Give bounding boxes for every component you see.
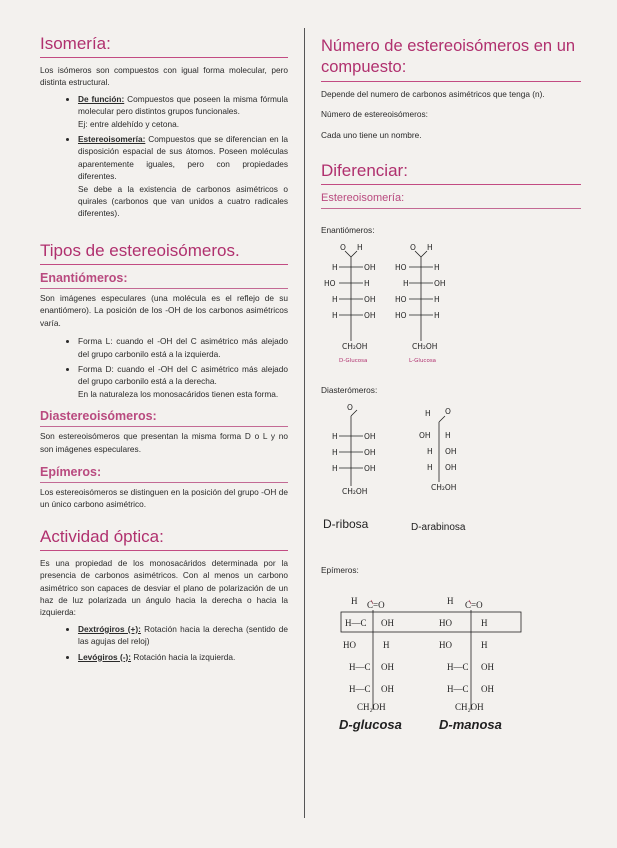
left-column [40, 0, 288, 666]
svg-text:H: H [383, 640, 390, 651]
diastereo-subtitle: Diastereoisómeros: [40, 409, 157, 424]
numero-title: Número de estereoisómeros en un compuesto: [321, 37, 576, 76]
epimeros-label: Epímeros: [321, 565, 359, 576]
svg-text:OH: OH [364, 432, 376, 442]
svg-text:OH: OH [381, 662, 394, 673]
svg-text:CH₂OH: CH₂OH [431, 483, 457, 493]
svg-text:CH₂OH: CH₂OH [412, 341, 438, 351]
l-glucosa-caption: L-Glucosa [409, 357, 437, 364]
svg-text:H: H [434, 262, 440, 272]
diastereomeros-label: Diasterómeros: [321, 384, 378, 395]
svg-text:O: O [410, 242, 416, 252]
svg-text:OH: OH [445, 447, 457, 457]
svg-text:H: H [427, 447, 433, 457]
estereoisomeria-subtitle: Estereoisomería: [321, 192, 405, 205]
svg-text:HO: HO [324, 278, 336, 288]
svg-text:O: O [340, 242, 346, 252]
svg-text:H: H [364, 278, 370, 288]
svg-text:OH: OH [434, 278, 446, 288]
list-item: • Estereoisomería: Compuestos que se diferencian en la disposición espacial de sus átomos. Poseen moléculas aparentemente iguales, pero con propiedades diferentes. Se debe a la existencia de carbonos asimétricos o quirales (carbonos que van unidos a cuatro radicales diferentes). [78, 133, 288, 220]
title-rule [40, 264, 288, 265]
tipos-title: Tipos de estereoisómeros. [40, 240, 240, 260]
svg-text:OH: OH [381, 618, 394, 629]
svg-text:CH₂OH: CH₂OH [342, 487, 368, 497]
svg-text:HO: HO [439, 618, 452, 629]
numero-line-1: Depende del numero de carbonos asimétricos que tenga (n). [321, 89, 545, 99]
svg-text:OH: OH [381, 684, 394, 695]
svg-text:H: H [357, 242, 363, 252]
isomeria-list [40, 93, 288, 220]
svg-text:H: H [427, 463, 433, 473]
enantiomeros-label: Enantiómeros: [321, 225, 375, 236]
title-rule [321, 81, 581, 82]
svg-text:H: H [425, 409, 431, 419]
arabinosa-caption: D-arabinosa [411, 522, 466, 534]
svg-text:H: H [434, 294, 440, 304]
svg-text:HO: HO [343, 640, 356, 651]
svg-text:C=O: C=O [367, 600, 385, 611]
glucosa-enantiomers-diagram [321, 241, 461, 366]
title-rule [321, 184, 581, 185]
svg-text:OH: OH [364, 310, 376, 320]
epimeros-subtitle: Epímeros: [40, 464, 102, 479]
svg-text:OH: OH [419, 431, 431, 441]
diastereomers-diagram [321, 402, 521, 540]
diastereo-text: Son estereoisómeros que presentan la misma forma D o L y no son imágenes especulares. [40, 431, 288, 454]
svg-text:H: H [403, 278, 409, 288]
svg-text:CH₂OH: CH₂OH [357, 702, 386, 713]
svg-text:H: H [332, 432, 338, 442]
svg-text:H—C: H—C [349, 684, 371, 695]
epimeros-text: Los estereoisómeros se distinguen en la posición del grupo -OH de un único carbono asimétrico. [40, 486, 288, 510]
list-item: • Forma L: cuando el -OH del C asimétrico más alejado del grupo carbonilo está a la izquierda. [78, 335, 288, 360]
svg-text:H: H [481, 640, 488, 651]
isomeria-intro: Los isómeros son compuestos con igual forma molecular, pero distinta estructural. [40, 65, 288, 88]
svg-text:H: H [332, 294, 338, 304]
numero-line-2: Número de estereoisómeros: [321, 109, 428, 120]
column-divider [304, 28, 305, 818]
title-rule [40, 550, 288, 551]
enantiomeros-subtitle: Enantiómeros: [40, 270, 128, 285]
list-item: • Levógiros (-): Rotación hacia la izquierda. [78, 651, 288, 663]
svg-text:OH: OH [364, 464, 376, 474]
ribosa-caption: D-ribosa [323, 517, 369, 532]
svg-text:H: H [332, 310, 338, 320]
svg-text:OH: OH [364, 448, 376, 458]
svg-text:H: H [332, 464, 338, 474]
svg-text:OH: OH [481, 684, 494, 695]
actividad-text: Es una propiedad de los monosacáridos determinada por la presencia de carbonos asimétricos. Con al menos un carbono asimétrico son capaces de desviar el plano de polarización de un haz de luz polarizada un ángulo hacia la derecha o hacia la izquierda: [40, 557, 288, 618]
epimers-diagram [321, 582, 531, 734]
svg-text:OH: OH [364, 262, 376, 272]
svg-text:CH₂OH: CH₂OH [342, 341, 368, 351]
svg-text:H: H [427, 242, 433, 252]
svg-text:OH: OH [445, 463, 457, 473]
svg-text:HO: HO [395, 262, 407, 272]
title-rule [40, 57, 288, 58]
svg-text:H: H [332, 262, 338, 272]
list-item: • Forma D: cuando el -OH del C asimétrico más alejado del grupo carbonilo está a la derecha. En la naturaleza los monosacáridos tienen esta forma. [78, 363, 288, 400]
svg-text:O: O [347, 403, 353, 413]
list-item: • Dextrógiros (+): Rotación hacia la derecha (sentido de las agujas del reloj) [78, 623, 288, 648]
svg-text:H: H [447, 596, 454, 607]
svg-text:OH: OH [481, 662, 494, 673]
enantiomeros-list [40, 335, 288, 400]
diferenciar-title: Diferenciar: [321, 161, 408, 181]
svg-text:H: H [445, 431, 451, 441]
manosa-caption: D-manosa [439, 717, 502, 733]
actividad-list [40, 623, 288, 663]
actividad-title: Actividad óptica: [40, 526, 164, 546]
svg-text:HO: HO [395, 294, 407, 304]
svg-text:H—C: H—C [447, 662, 469, 673]
list-item: • De función: Compuestos que poseen la misma fórmula molecular pero distintos grupos funcionales. Ej: entre aldehído y cetona. [78, 93, 288, 130]
numero-line-3: Cada uno tiene un nombre. [321, 129, 422, 140]
svg-text:H: H [481, 618, 488, 629]
svg-text:H—C: H—C [447, 684, 469, 695]
svg-text:CH₂OH: CH₂OH [455, 702, 484, 713]
svg-text:H: H [434, 310, 440, 320]
svg-text:OH: OH [364, 294, 376, 304]
svg-text:HO: HO [395, 310, 407, 320]
svg-text:H—C: H—C [345, 618, 367, 629]
glucosa-caption: D-glucosa [339, 717, 402, 733]
d-glucosa-caption: D-Glucosa [339, 357, 368, 364]
svg-text:O: O [445, 407, 451, 417]
right-column [321, 0, 581, 734]
enantiomeros-text: Son imágenes especulares (una molécula es el reflejo de su enantiómero). La posición de los -OH de los carbonos asimétricos varía. [40, 292, 288, 328]
svg-text:H—C: H—C [349, 662, 371, 673]
svg-text:HO: HO [439, 640, 452, 651]
svg-text:C=O: C=O [465, 600, 483, 611]
svg-text:H: H [351, 596, 358, 607]
svg-text:H: H [332, 448, 338, 458]
isomeria-title: Isomería: [40, 34, 111, 53]
